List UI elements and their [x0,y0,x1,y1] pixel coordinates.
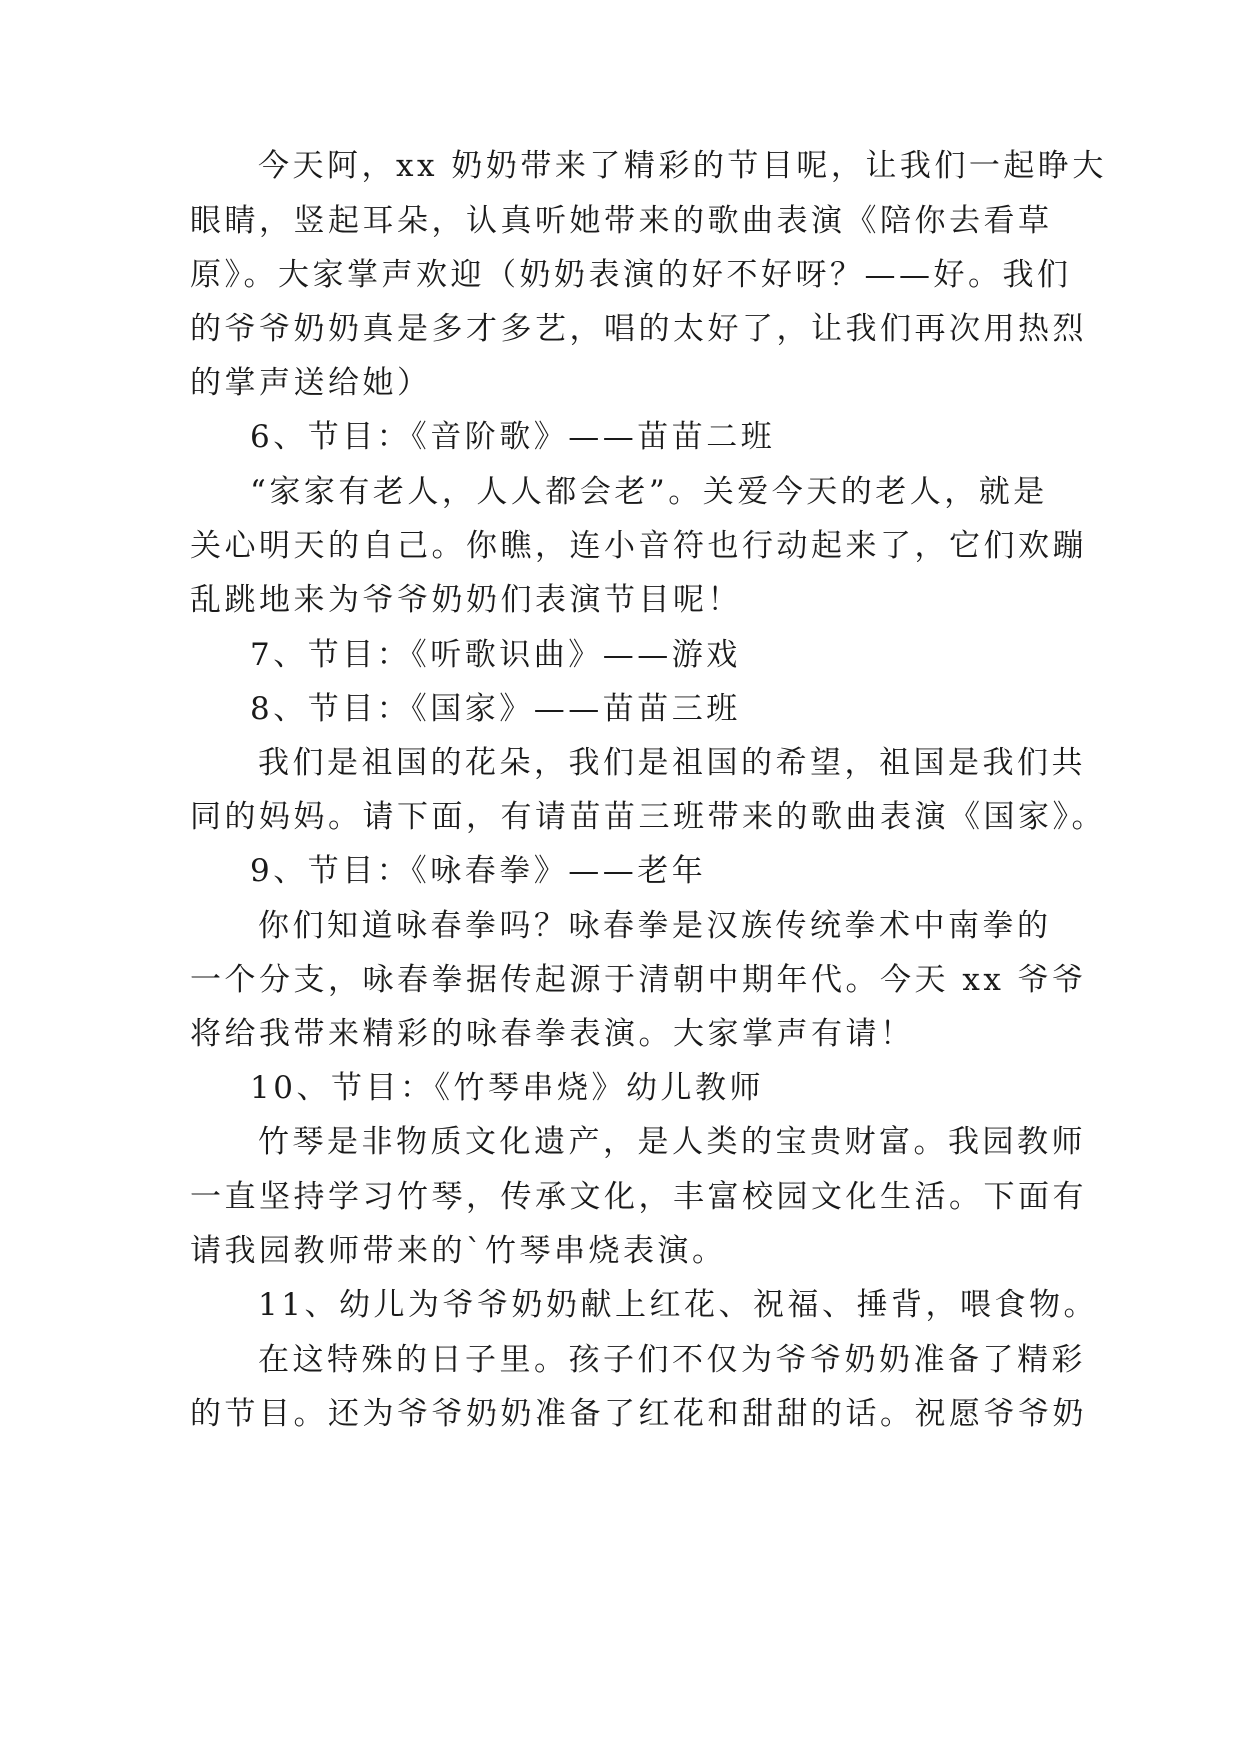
text-line: 竹琴是非物质文化遗产，是人类的宝贵财富。我园教师 [258,1124,1086,1160]
text-line: 在这特殊的日子里。孩子们不仅为爷爷奶奶准备了精彩 [258,1342,1086,1378]
text-line: 的爷爷奶奶真是多才多艺，唱的太好了，让我们再次用热烈 [190,311,1087,347]
text-line: 的节目。还为爷爷奶奶准备了红花和甜甜的话。祝愿爷爷奶 [190,1396,1087,1432]
text-line: 同的妈妈。请下面，有请苗苗三班带来的歌曲表演《国家》。 [190,799,1106,835]
text-line: “家家有老人，人人都会老”。关爱今天的老人，就是 [250,474,1048,510]
program-heading: 7、节目：《听歌识曲》——游戏 [250,637,741,673]
text-line: 你们知道咏春拳吗？咏春拳是汉族传统拳术中南拳的 [258,908,1052,944]
text-line: 一个分支，咏春拳据传起源于清朝中期年代。今天 xx 爷爷 [190,962,1087,998]
text-line: 的掌声送给她） [190,365,432,401]
program-heading: 11、幼儿为爷爷奶奶献上红花、祝福、捶背，喂食物。 [258,1287,1098,1323]
program-heading: 6、节目：《音阶歌》——苗苗二班 [250,419,776,455]
text-line: 一直坚持学习竹琴，传承文化，丰富校园文化生活。下面有 [190,1179,1087,1215]
program-heading: 10、节目：《竹琴串烧》幼儿教师 [250,1070,764,1106]
text-line: 今天阿，xx 奶奶带来了精彩的节目呢，让我们一起睁大 [258,148,1107,184]
text-line: 眼睛，竖起耳朵，认真听她带来的歌曲表演《陪你去看草 [190,203,1053,239]
text-line: 我们是祖国的花朵，我们是祖国的希望，祖国是我们共 [258,745,1086,781]
text-line: 关心明天的自己。你瞧，连小音符也行动起来了，它们欢蹦 [190,528,1087,564]
text-line: 请我园教师带来的`竹琴串烧表演。 [190,1233,727,1269]
text-line: 乱跳地来为爷爷奶奶们表演节目呢！ [190,582,742,618]
text-line: 原》。大家掌声欢迎（奶奶表演的好不好呀？——好。我们 [190,257,1072,293]
program-heading: 9、节目：《咏春拳》——老年 [250,853,707,889]
program-heading: 8、节目：《国家》——苗苗三班 [250,691,741,727]
text-line: 将给我带来精彩的咏春拳表演。大家掌声有请！ [190,1016,915,1052]
